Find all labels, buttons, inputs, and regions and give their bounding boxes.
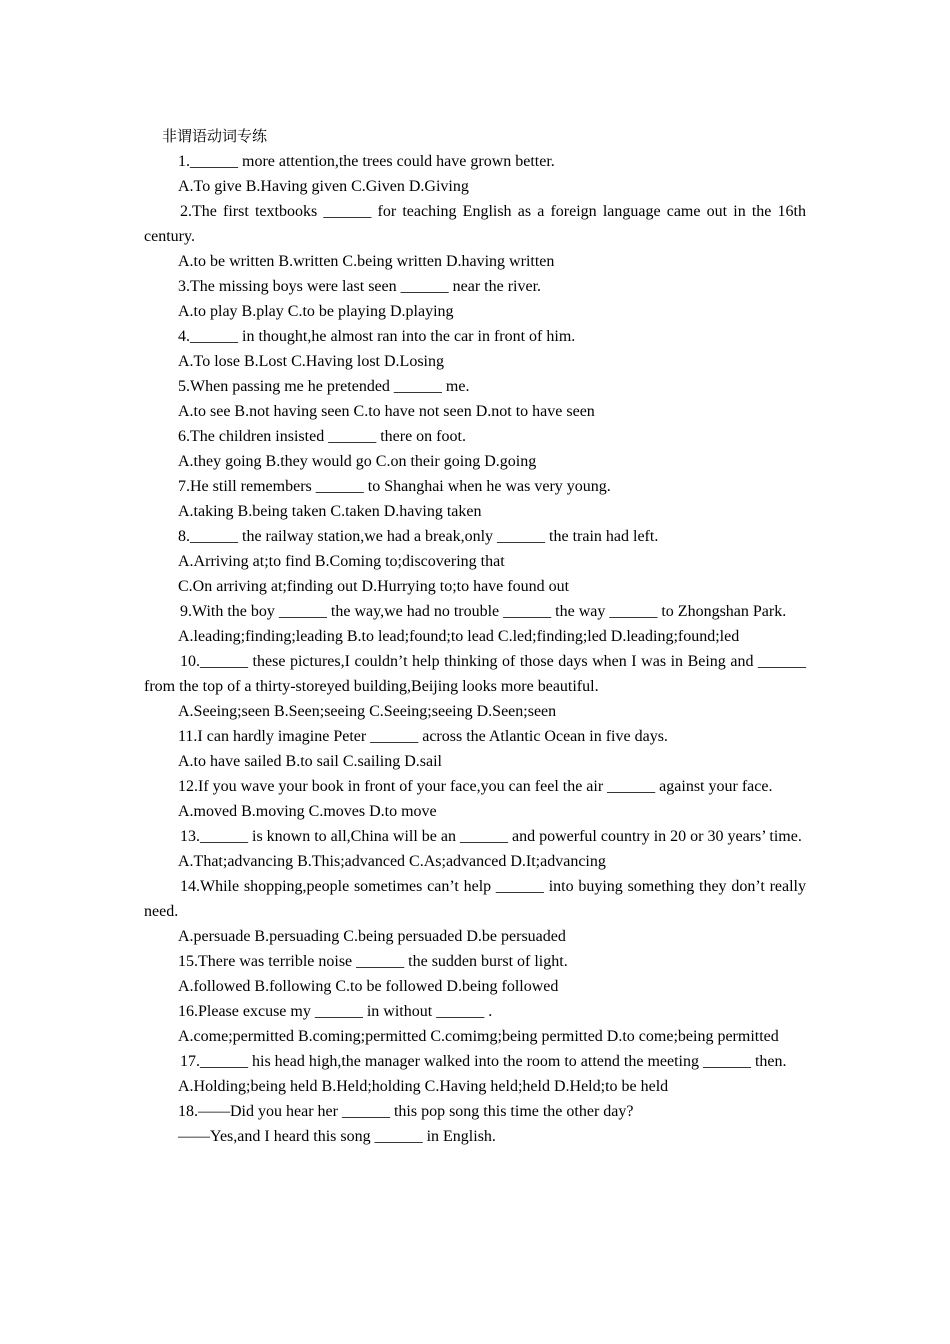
question-17: 17.______ his head high,the manager walked into the room to attend the meeting ______ then. — [180, 1053, 787, 1070]
options-7: A.taking B.being taken C.taken D.having taken — [178, 503, 482, 520]
question-5: 5.When passing me he pretended ______ me. — [178, 378, 470, 395]
options-13: A.That;advancing B.This;advanced C.As;advanced D.It;advancing — [178, 853, 606, 870]
options-6: A.they going B.they would go C.on their going D.going — [178, 453, 537, 470]
question-18b: ——Yes,and I heard this song ______ in English. — [178, 1128, 496, 1145]
options-3: A.to play B.play C.to be playing D.playing — [178, 303, 454, 320]
options-10: A.Seeing;seen B.Seen;seeing C.Seeing;seeing D.Seen;seen — [178, 703, 557, 720]
question-12: 12.If you wave your book in front of your face,you can feel the air ______ against your face. — [178, 778, 773, 795]
question-7: 7.He still remembers ______ to Shanghai when he was very young. — [178, 478, 611, 495]
question-16: 16.Please excuse my ______ in without ______ . — [178, 1003, 493, 1020]
options-11: A.to have sailed B.to sail C.sailing D.sail — [178, 753, 442, 770]
question-11: 11.I can hardly imagine Peter ______ across the Atlantic Ocean in five days. — [178, 728, 668, 745]
options-12: A.moved B.moving C.moves D.to move — [178, 803, 437, 820]
options-1: A.To give B.Having given C.Given D.Giving — [178, 178, 469, 195]
options-16: A.come;permitted B.coming;permitted C.comimg;being permitted D.to come;being permitted — [178, 1028, 779, 1045]
options-8b: C.On arriving at;finding out D.Hurrying to;to have found out — [178, 578, 570, 595]
question-1: 1.______ more attention,the trees could have grown better. — [178, 153, 555, 170]
options-2: A.to be written B.written C.being written D.having written — [178, 253, 555, 270]
question-8: 8.______ the railway station,we had a break,only ______ the train had left. — [178, 528, 659, 545]
question-6: 6.The children insisted ______ there on foot. — [178, 428, 466, 445]
question-13: 13.______ is known to all,China will be an ______ and powerful country in 20 or 30 years’ time. — [180, 828, 802, 845]
options-14: A.persuade B.persuading C.being persuaded D.be persuaded — [178, 928, 566, 945]
options-17: A.Holding;being held B.Held;holding C.Having held;held D.Held;to be held — [178, 1078, 669, 1095]
page-title: 非谓语动词专练 — [162, 127, 268, 145]
exercise-body — [144, 149, 806, 1149]
options-9: A.leading;finding;leading B.to lead;found;to lead C.led;finding;led D.leading;found;led — [178, 628, 740, 645]
question-9: 9.With the boy ______ the way,we had no trouble ______ the way ______ to Zhongshan Park. — [180, 603, 787, 620]
question-4: 4.______ in thought,he almost ran into the car in front of him. — [178, 328, 576, 345]
options-8a: A.Arriving at;to find B.Coming to;discovering that — [178, 553, 505, 570]
question-15: 15.There was terrible noise ______ the sudden burst of light. — [178, 953, 568, 970]
question-18a: 18.——Did you hear her ______ this pop song this time the other day? — [178, 1103, 634, 1120]
options-15: A.followed B.following C.to be followed D.being followed — [178, 978, 559, 995]
options-4: A.To lose B.Lost C.Having lost D.Losing — [178, 353, 444, 370]
question-2: 2.The first textbooks ______ for teaching English as a foreign language came out in the 16th century. — [144, 203, 806, 245]
question-3: 3.The missing boys were last seen ______ near the river. — [178, 278, 542, 295]
question-10: 10.______ these pictures,I couldn’t help thinking of those days when I was in Being and ______ from the top of a thirty-storeyed building,Beijing looks more beautiful. — [144, 653, 806, 695]
options-5: A.to see B.not having seen C.to have not seen D.not to have seen — [178, 403, 595, 420]
question-14: 14.While shopping,people sometimes can’t help ______ into buying something they don’t really need. — [144, 878, 806, 920]
